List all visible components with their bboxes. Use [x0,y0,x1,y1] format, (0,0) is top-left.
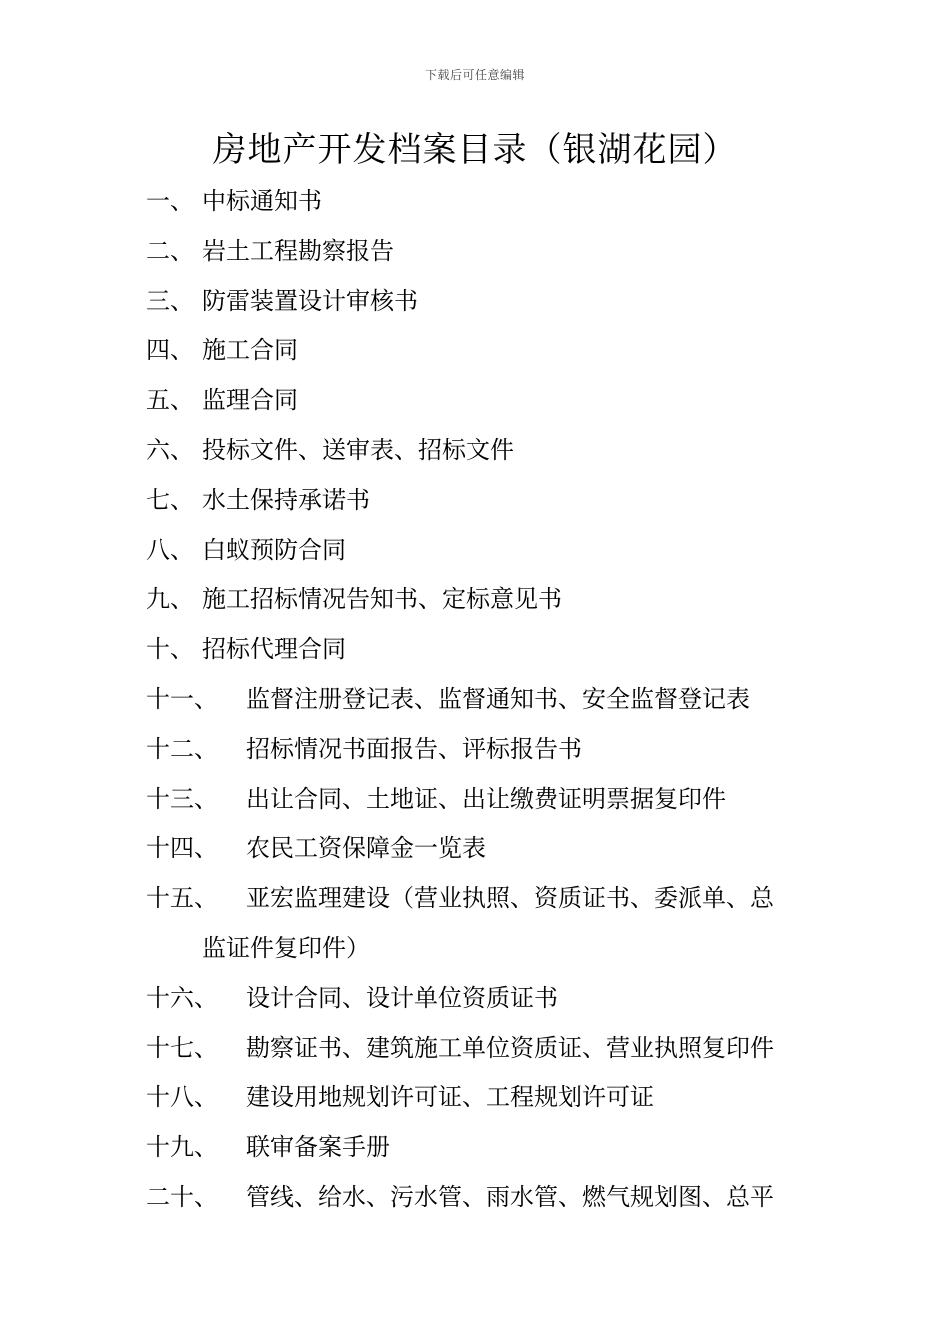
item-number: 七、 [146,485,194,514]
item-number: 三、 [146,286,194,315]
item-number: 十九、 [146,1133,218,1162]
item-text: 防雷装置设计审核书 [202,286,418,315]
item-text: 投标文件、送审表、招标文件 [202,435,514,464]
list-item [146,326,826,376]
list-item [146,1073,826,1123]
item-number: 五、 [146,386,194,415]
item-number: 十、 [146,635,194,664]
item-number: 十五、 [146,884,218,913]
list-item [146,775,826,825]
item-number: 一、 [146,187,194,215]
item-number: 十六、 [146,983,218,1012]
list-item [146,625,826,675]
item-text: 亚宏监理建设（营业执照、资质证书、委派单、总 [246,884,774,913]
item-text: 出让合同、土地证、出让缴费证明票据复印件 [246,784,726,813]
list-item [146,974,826,1024]
item-text: 监督注册登记表、监督通知书、安全监督登记表 [246,684,750,713]
item-number: 十七、 [146,1033,218,1062]
item-text: 招标情况书面报告、评标报告书 [246,734,582,763]
header-note: 下载后可任意编辑 [424,68,525,82]
list-item [146,1123,826,1173]
list-item [146,227,826,277]
item-text: 设计合同、设计单位资质证书 [246,983,558,1012]
list-item [146,1173,826,1223]
list-item [146,376,826,426]
list-item [146,725,826,775]
item-number: 四、 [146,336,194,365]
item-number: 十三、 [146,784,218,813]
item-text-continuation: 监证件复印件） [202,933,370,962]
item-number: 二十、 [146,1182,218,1211]
item-text: 岩土工程勘察报告 [202,236,394,265]
table-of-contents [146,177,826,1223]
item-number: 十一、 [146,684,218,713]
item-text: 勘察证书、建筑施工单位资质证、营业执照复印件 [246,1033,774,1062]
item-text: 联审备案手册 [246,1133,390,1162]
item-text: 水土保持承诺书 [202,485,370,514]
page-title: 房地产开发档案目录（银湖花园） [212,130,738,170]
item-text: 施工招标情况告知书、定标意见书 [202,585,562,614]
list-item [146,824,826,874]
item-number: 十二、 [146,734,218,763]
item-text: 白蚁预防合同 [202,535,346,564]
item-number: 九、 [146,585,194,614]
item-text: 监理合同 [202,386,298,415]
item-number: 八、 [146,535,194,564]
item-number: 十八、 [146,1083,218,1112]
list-item [146,476,826,526]
item-text: 管线、给水、污水管、雨水管、燃气规划图、总平 [246,1182,774,1211]
item-text: 招标代理合同 [202,635,346,664]
list-item [146,675,826,725]
item-text: 施工合同 [202,336,298,365]
list-item [146,575,826,625]
list-item [146,1024,826,1074]
list-item [146,177,826,227]
list-item [146,526,826,576]
item-number: 六、 [146,435,194,464]
item-text: 农民工资保障金一览表 [246,834,486,863]
item-number: 十四、 [146,834,218,863]
item-text: 中标通知书 [202,187,322,215]
list-item [146,874,826,974]
item-text: 建设用地规划许可证、工程规划许可证 [246,1083,654,1112]
list-item [146,277,826,327]
list-item [146,426,826,476]
item-number: 二、 [146,236,194,265]
